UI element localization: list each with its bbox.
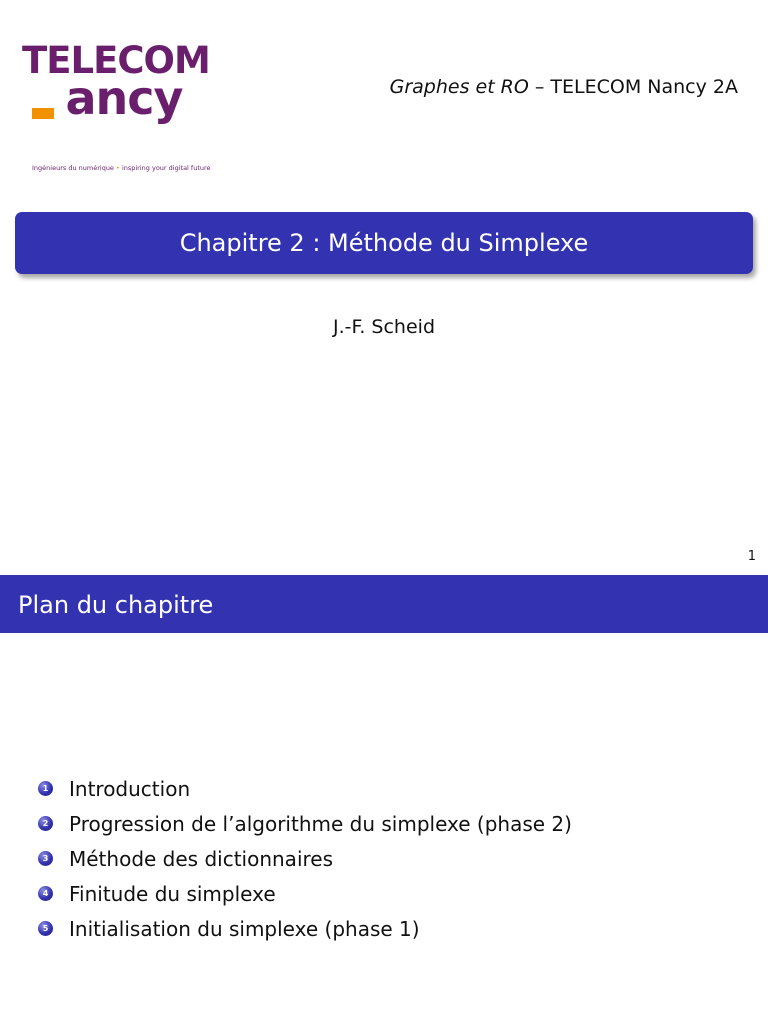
slide-title: Chapitre 2 : Méthode du Simplexe	[179, 229, 589, 257]
logo-tagline-dot: •	[116, 164, 120, 172]
toc-number-ball: 4	[38, 886, 53, 901]
toc-item[interactable]	[38, 806, 572, 841]
frame-title: Plan du chapitre	[18, 591, 214, 619]
logo-bottom-word	[28, 71, 183, 125]
outline-slide	[0, 575, 768, 1024]
toc-number-ball: 2	[38, 816, 53, 831]
course-header	[390, 76, 738, 98]
logo-tagline-left: Ingénieurs du numérique	[32, 164, 114, 172]
telecom-nancy-logo	[22, 39, 227, 172]
logo-top-rest: ELECOM	[46, 39, 210, 82]
logo-tagline	[32, 164, 211, 172]
table-of-contents	[38, 771, 572, 946]
toc-item[interactable]	[38, 841, 572, 876]
course-name: Graphes et RO	[389, 76, 529, 98]
toc-item[interactable]	[38, 911, 572, 946]
toc-item-label: Méthode des dictionnaires	[69, 846, 334, 871]
page-number: 1	[747, 549, 756, 564]
toc-item[interactable]	[38, 771, 572, 806]
toc-item-label: Introduction	[69, 776, 191, 801]
frame-title-bar	[0, 575, 768, 633]
logo-top-initial: T	[22, 39, 47, 82]
toc-item-label: Progression de l’algorithme du simplexe (phase 2)	[69, 811, 572, 836]
course-institution: – TELECOM Nancy 2A	[528, 76, 738, 98]
toc-number-ball: 3	[38, 851, 53, 866]
logo-bottom-rest: ancy	[65, 71, 183, 125]
toc-item-label: Finitude du simplexe	[69, 881, 276, 906]
toc-number-ball: 1	[38, 781, 53, 796]
logo-tagline-right: inspiring your digital future	[121, 164, 211, 172]
toc-item-label: Initialisation du simplexe (phase 1)	[69, 916, 420, 941]
toc-item[interactable]	[38, 876, 572, 911]
title-block	[15, 212, 753, 274]
toc-number-ball: 5	[38, 921, 53, 936]
author: J.-F. Scheid	[332, 316, 436, 338]
